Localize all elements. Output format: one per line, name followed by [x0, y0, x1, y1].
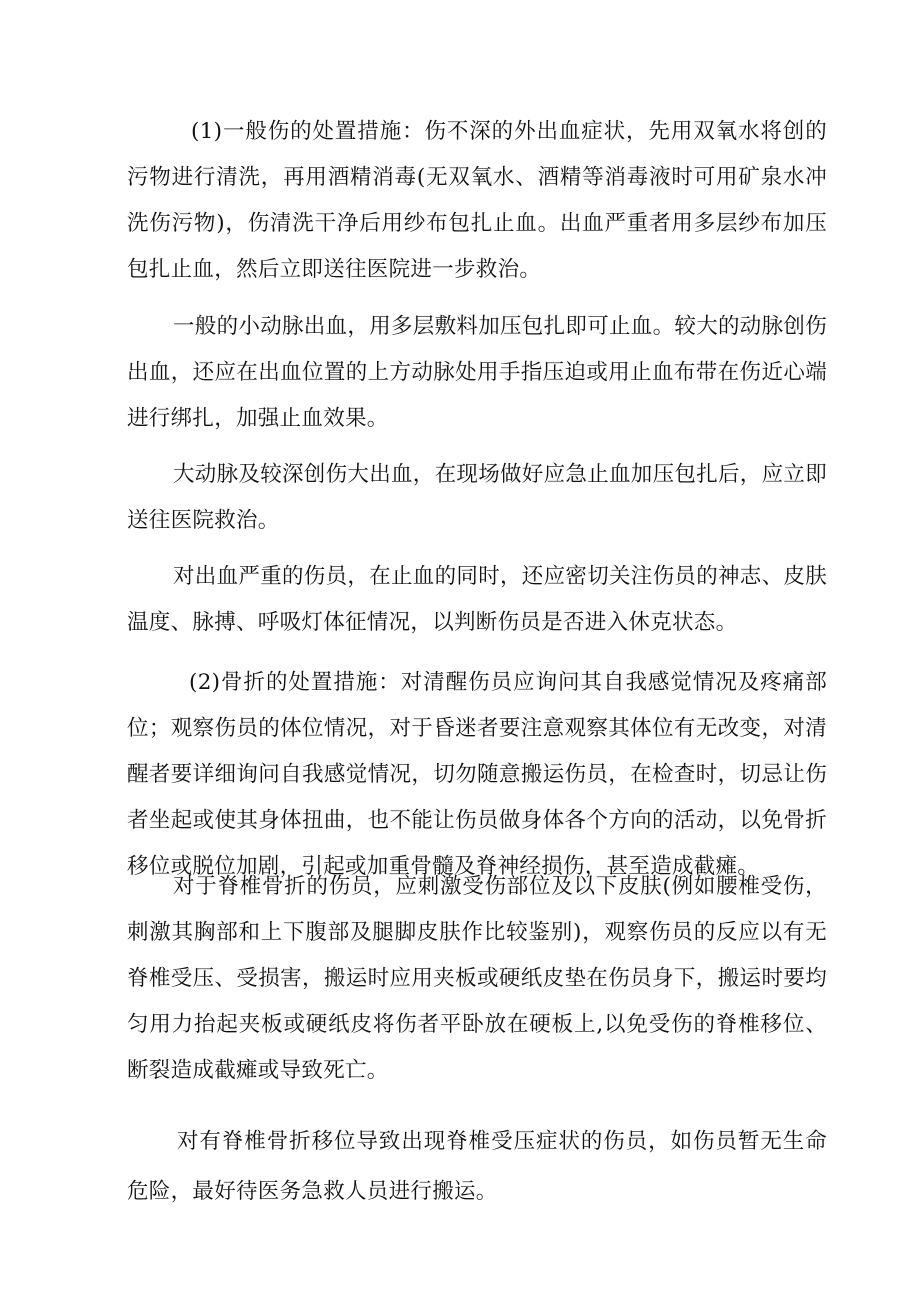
paragraph-major-artery-bleeding: 大动脉及较深创伤大出血，在现场做好应急止血加压包扎后，应立即送往医院救治。 [127, 462, 828, 533]
paragraph-small-artery-bleeding: 一般的小动脉出血，用多层敷料加压包扎即可止血。较大的动脉创伤出血，还应在出血位置的上方动脉处用手指压迫或用止血布带在伤近心端进行绑扎，加强止血效果。 [127, 314, 828, 431]
paragraph-general-injury-measures: (1)一般伤的处置措施：伤不深的外出血症状，先用双氧水将创的污物进行清洗，再用酒精消毒(无双氧水、酒精等消毒液时可用矿泉水冲洗伤污物)，伤清洗干净后用纱布包扎止血。出血严重者用多层纱布加压包扎止血，然后立即送往医院进一步救治。 [127, 119, 827, 282]
paragraph-fracture-measures: (2)骨折的处置措施：对清醒伤员应询问其自我感觉情况及疼痛部位；观察伤员的体位情况，对于昏迷者要注意观察其体位有无改变，对清醒者要详细询问自我感觉情况，切勿随意搬运伤员，在检查时，切忌让伤者坐起或使其身体扭曲，也不能让伤员做身体各个方向的活动，以免骨折移位或脱位加剧，引起或加重骨髓及脊神经损伤，甚至造成截瘫。 [127, 670, 827, 879]
paragraph-spinal-displacement: 对有脊椎骨折移位导致出现脊椎受压症状的伤员，如伤员暂无生命危险，最好待医务急救人员进行搬运。 [127, 1129, 827, 1204]
paragraph-spinal-fracture: 对于脊椎骨折的伤员，应刺激受伤部位及以下皮肤(例如腰椎受伤，刺激其胸部和上下腹部及腿脚皮肤作比较鉴别)，观察伤员的反应以有无脊椎受压、受损害，搬运时应用夹板或硬纸皮垫在伤员身下，搬运时要均匀用力抬起夹板或硬纸皮将伤者平卧放在硬板上,以免受伤的脊椎移位、断裂造成截瘫或导致死亡。 [127, 874, 827, 1083]
paragraph-shock-monitoring: 对出血严重的伤员，在止血的同时，还应密切关注伤员的神志、皮肤温度、脉搏、呼吸灯体征情况，以判断伤员是否进入休克状态。 [127, 564, 828, 635]
